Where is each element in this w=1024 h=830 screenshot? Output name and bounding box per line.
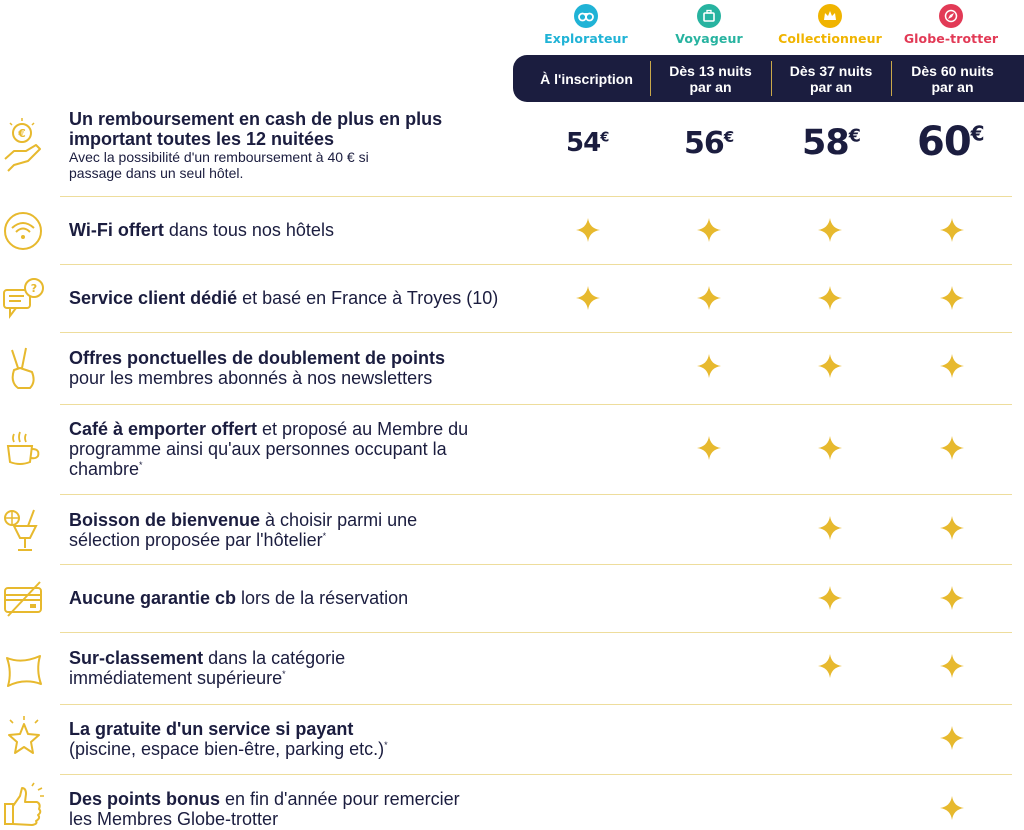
crown-icon [818, 4, 842, 28]
sparkle-star-icon [939, 795, 965, 821]
sparkle-star-icon [939, 725, 965, 751]
sparkle-star-icon [939, 435, 965, 461]
sparkle-star-icon [817, 285, 843, 311]
benefit-text: Offres ponctuelles de doublement de points pour les membres abonnés à nos newsletters [69, 348, 446, 388]
divider [60, 774, 1012, 775]
tier-explorateur [521, 4, 651, 46]
benefit-row-welcome-drink [0, 494, 1024, 564]
cocktail-icon [2, 504, 44, 546]
tier-requirement: À l'inscription [540, 70, 633, 87]
benefit-row-free-service [0, 704, 1024, 774]
sparkle-star-icon [817, 435, 843, 461]
benefit-text: Un remboursement en cash de plus en plus important toutes les 12 nuitées Avec la possibilité d'un remboursement à 40 € si passage dans un seul hôtel. [69, 109, 443, 181]
sparkle-star-icon [575, 285, 601, 311]
coffee-cup-icon [2, 426, 44, 468]
tier-name: Globe-trotter [903, 31, 999, 46]
price-voyageur: 56€ [684, 126, 734, 161]
benefit-text: Wi-Fi offert dans tous nos hôtels [69, 220, 334, 240]
sparkle-star-icon [939, 217, 965, 243]
sparkle-star-icon [817, 353, 843, 379]
benefit-text: Des points bonus en fin d'année pour remercier les Membres Globe-trotter [69, 789, 460, 829]
divider [60, 264, 1012, 265]
pillow-icon [2, 650, 44, 692]
tier-collectionneur [765, 4, 895, 46]
benefit-text: Sur-classement dans la catégorie immédiatement supérieure* [69, 648, 346, 688]
price-globe-trotter: 60€ [917, 119, 984, 165]
svg-text:€: € [18, 127, 26, 140]
binoculars-icon [574, 4, 598, 28]
price-explorateur: 54€ [566, 128, 609, 158]
victory-hand-icon [2, 346, 44, 388]
sparkle-star-icon [817, 217, 843, 243]
credit-card-crossed-icon [2, 578, 44, 620]
tier-requirements-bar [513, 55, 1024, 102]
sparkle-star-icon [696, 217, 722, 243]
benefit-text: La gratuite d'un service si payant (piscine, espace bien-être, parking etc.)* [69, 719, 388, 759]
benefit-text: Service client dédié et basé en France à Troyes (10) [69, 288, 499, 308]
sparkle-star-icon [575, 217, 601, 243]
benefit-row-cash-refund [0, 97, 1024, 197]
suitcase-icon [697, 4, 721, 28]
sparkle-star-icon [939, 285, 965, 311]
divider [60, 494, 1012, 495]
tier-voyageur [644, 4, 774, 46]
tier-requirement: Dès 37 nuits par an [789, 62, 873, 95]
sparkle-star-icon [939, 515, 965, 541]
sparkle-star-icon [939, 353, 965, 379]
tier-name: Voyageur [675, 31, 743, 46]
tier-requirement: Dès 60 nuits par an [911, 62, 994, 95]
compass-icon [939, 4, 963, 28]
tier-names [0, 4, 1024, 54]
benefit-row-coffee [0, 404, 1024, 494]
benefit-row-double-points [0, 332, 1024, 404]
tier-name: Explorateur [544, 31, 628, 46]
sparkle-star-icon [817, 515, 843, 541]
benefit-text: Boisson de bienvenue à choisir parmi une sélection proposée par l'hôtelier* [69, 510, 418, 550]
benefit-row-customer-service [0, 264, 1024, 332]
divider [60, 196, 1012, 197]
thumbs-up-icon [2, 782, 44, 824]
benefit-text: Aucune garantie cb lors de la réservation [69, 588, 409, 608]
star-outline-icon [2, 714, 44, 756]
sparkle-star-icon [817, 585, 843, 611]
divider [60, 564, 1012, 565]
benefit-row-wifi [0, 196, 1024, 264]
benefit-row-upgrade [0, 632, 1024, 704]
benefit-row-bonus-points [0, 774, 1024, 830]
cash-refund-icon [2, 115, 44, 157]
sparkle-star-icon [696, 285, 722, 311]
divider [60, 404, 1012, 405]
wifi-icon [2, 210, 44, 252]
tier-name: Collectionneur [778, 31, 882, 46]
divider [60, 332, 1012, 333]
tier-globe-trotter [886, 4, 1016, 46]
benefit-row-no-card-guarantee [0, 564, 1024, 632]
chat-question-icon [2, 276, 44, 318]
sparkle-star-icon [939, 585, 965, 611]
divider [60, 704, 1012, 705]
tier-requirement: Dès 13 nuits par an [669, 62, 752, 95]
sparkle-star-icon [817, 653, 843, 679]
sparkle-star-icon [696, 353, 722, 379]
benefit-text: Café à emporter offert et proposé au Membre du programme ainsi qu'aux personnes occupant la chambre* [69, 419, 469, 479]
price-collectionneur: 58€ [802, 123, 860, 163]
divider [60, 632, 1012, 633]
svg-text:?: ? [30, 282, 38, 295]
sparkle-star-icon [939, 653, 965, 679]
sparkle-star-icon [696, 435, 722, 461]
